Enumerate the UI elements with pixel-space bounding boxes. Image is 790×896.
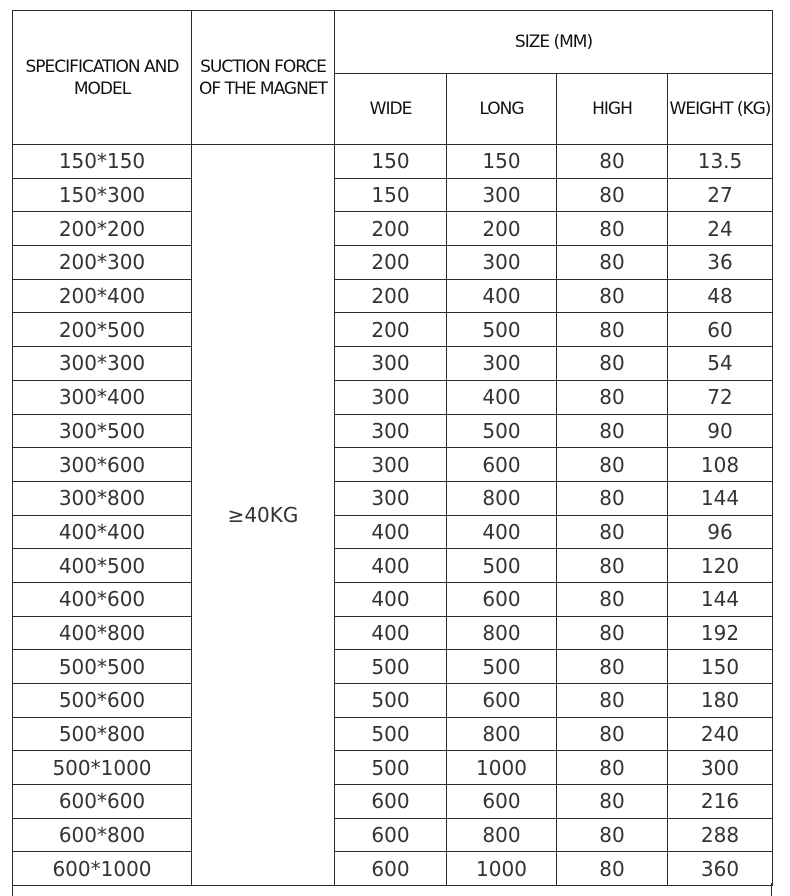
table-row <box>13 717 773 751</box>
long-cell: 1000 <box>447 751 557 785</box>
header-high: HIGH <box>557 74 668 145</box>
weight-cell: 54 <box>668 347 773 381</box>
long-cell: 800 <box>447 717 557 751</box>
table-row <box>13 852 773 886</box>
header-row-top <box>13 11 773 74</box>
table-row <box>13 246 773 280</box>
high-cell: 80 <box>557 852 668 886</box>
long-cell: 300 <box>447 347 557 381</box>
wide-cell: 300 <box>335 414 447 448</box>
long-cell: 800 <box>447 481 557 515</box>
header-suction-force: SUCTION FORCE OF THE MAGNET <box>192 11 335 145</box>
high-cell: 80 <box>557 145 668 179</box>
wide-cell: 500 <box>335 650 447 684</box>
model-cell: 300*300 <box>13 347 192 381</box>
wide-cell: 200 <box>335 246 447 280</box>
wide-cell: 200 <box>335 212 447 246</box>
model-cell: 600*800 <box>13 818 192 852</box>
model-cell: 300*800 <box>13 481 192 515</box>
wide-cell: 400 <box>335 582 447 616</box>
high-cell: 80 <box>557 313 668 347</box>
weight-cell: 36 <box>668 246 773 280</box>
wide-cell: 600 <box>335 818 447 852</box>
weight-cell: 72 <box>668 380 773 414</box>
header-weight: WEIGHT (KG) <box>668 74 773 145</box>
high-cell: 80 <box>557 178 668 212</box>
model-cell: 300*600 <box>13 448 192 482</box>
model-cell: 600*600 <box>13 785 192 819</box>
long-cell: 800 <box>447 616 557 650</box>
weight-cell: 144 <box>668 481 773 515</box>
suction-force-value: ≥40KG <box>192 145 335 886</box>
table-row <box>13 616 773 650</box>
long-cell: 150 <box>447 145 557 179</box>
high-cell: 80 <box>557 448 668 482</box>
long-cell: 600 <box>447 684 557 718</box>
wide-cell: 600 <box>335 852 447 886</box>
table-row <box>13 414 773 448</box>
long-cell: 600 <box>447 448 557 482</box>
wide-cell: 300 <box>335 448 447 482</box>
long-cell: 300 <box>447 178 557 212</box>
wide-cell: 300 <box>335 380 447 414</box>
model-cell: 500*500 <box>13 650 192 684</box>
model-cell: 500*600 <box>13 684 192 718</box>
weight-cell: 360 <box>668 852 773 886</box>
header-spec-model: SPECIFICATION AND MODEL <box>13 11 192 145</box>
wide-cell: 400 <box>335 549 447 583</box>
weight-cell: 216 <box>668 785 773 819</box>
table-row <box>13 145 773 179</box>
table-row <box>13 347 773 381</box>
wide-cell: 150 <box>335 145 447 179</box>
long-cell: 400 <box>447 279 557 313</box>
table-row <box>13 818 773 852</box>
model-cell: 200*300 <box>13 246 192 280</box>
high-cell: 80 <box>557 785 668 819</box>
wide-cell: 500 <box>335 751 447 785</box>
high-cell: 80 <box>557 347 668 381</box>
model-cell: 400*800 <box>13 616 192 650</box>
model-cell: 400*600 <box>13 582 192 616</box>
high-cell: 80 <box>557 212 668 246</box>
weight-cell: 240 <box>668 717 773 751</box>
table-row <box>13 481 773 515</box>
long-cell: 500 <box>447 549 557 583</box>
high-cell: 80 <box>557 751 668 785</box>
wide-cell: 300 <box>335 347 447 381</box>
long-cell: 200 <box>447 212 557 246</box>
table-row <box>13 212 773 246</box>
weight-cell: 48 <box>668 279 773 313</box>
table-body <box>13 145 773 886</box>
weight-cell: 27 <box>668 178 773 212</box>
weight-cell: 60 <box>668 313 773 347</box>
header-long: LONG <box>447 74 557 145</box>
model-cell: 300*500 <box>13 414 192 448</box>
weight-cell: 192 <box>668 616 773 650</box>
weight-cell: 120 <box>668 549 773 583</box>
weight-cell: 24 <box>668 212 773 246</box>
table-row <box>13 549 773 583</box>
model-cell: 400*400 <box>13 515 192 549</box>
wide-cell: 150 <box>335 178 447 212</box>
table-row <box>13 684 773 718</box>
high-cell: 80 <box>557 380 668 414</box>
weight-cell: 288 <box>668 818 773 852</box>
header-wide: WIDE <box>335 74 447 145</box>
wide-cell: 200 <box>335 313 447 347</box>
header-size: SIZE (MM) <box>335 11 773 74</box>
wide-cell: 400 <box>335 515 447 549</box>
high-cell: 80 <box>557 414 668 448</box>
weight-cell: 300 <box>668 751 773 785</box>
high-cell: 80 <box>557 582 668 616</box>
table-row <box>13 178 773 212</box>
model-cell: 200*400 <box>13 279 192 313</box>
model-cell: 300*400 <box>13 380 192 414</box>
wide-cell: 200 <box>335 279 447 313</box>
weight-cell: 180 <box>668 684 773 718</box>
weight-cell: 150 <box>668 650 773 684</box>
table-row <box>13 785 773 819</box>
long-cell: 600 <box>447 582 557 616</box>
long-cell: 500 <box>447 414 557 448</box>
high-cell: 80 <box>557 717 668 751</box>
long-cell: 1000 <box>447 852 557 886</box>
high-cell: 80 <box>557 481 668 515</box>
table-row <box>13 448 773 482</box>
long-cell: 500 <box>447 650 557 684</box>
high-cell: 80 <box>557 549 668 583</box>
long-cell: 400 <box>447 515 557 549</box>
table-row <box>13 279 773 313</box>
high-cell: 80 <box>557 515 668 549</box>
high-cell: 80 <box>557 616 668 650</box>
model-cell: 200*500 <box>13 313 192 347</box>
spec-table <box>12 10 773 886</box>
high-cell: 80 <box>557 818 668 852</box>
weight-cell: 144 <box>668 582 773 616</box>
high-cell: 80 <box>557 650 668 684</box>
wide-cell: 600 <box>335 785 447 819</box>
table-row <box>13 582 773 616</box>
table-row <box>13 650 773 684</box>
model-cell: 150*150 <box>13 145 192 179</box>
wide-cell: 500 <box>335 717 447 751</box>
long-cell: 300 <box>447 246 557 280</box>
table-bottom-edge <box>12 883 772 896</box>
long-cell: 600 <box>447 785 557 819</box>
weight-cell: 90 <box>668 414 773 448</box>
wide-cell: 300 <box>335 481 447 515</box>
model-cell: 500*1000 <box>13 751 192 785</box>
model-cell: 400*500 <box>13 549 192 583</box>
table-row <box>13 751 773 785</box>
wide-cell: 400 <box>335 616 447 650</box>
model-cell: 600*1000 <box>13 852 192 886</box>
long-cell: 400 <box>447 380 557 414</box>
weight-cell: 108 <box>668 448 773 482</box>
model-cell: 500*800 <box>13 717 192 751</box>
high-cell: 80 <box>557 684 668 718</box>
wide-cell: 500 <box>335 684 447 718</box>
long-cell: 800 <box>447 818 557 852</box>
table-row <box>13 380 773 414</box>
model-cell: 200*200 <box>13 212 192 246</box>
long-cell: 500 <box>447 313 557 347</box>
table-row <box>13 515 773 549</box>
high-cell: 80 <box>557 246 668 280</box>
high-cell: 80 <box>557 279 668 313</box>
model-cell: 150*300 <box>13 178 192 212</box>
weight-cell: 13.5 <box>668 145 773 179</box>
table-row <box>13 313 773 347</box>
weight-cell: 96 <box>668 515 773 549</box>
